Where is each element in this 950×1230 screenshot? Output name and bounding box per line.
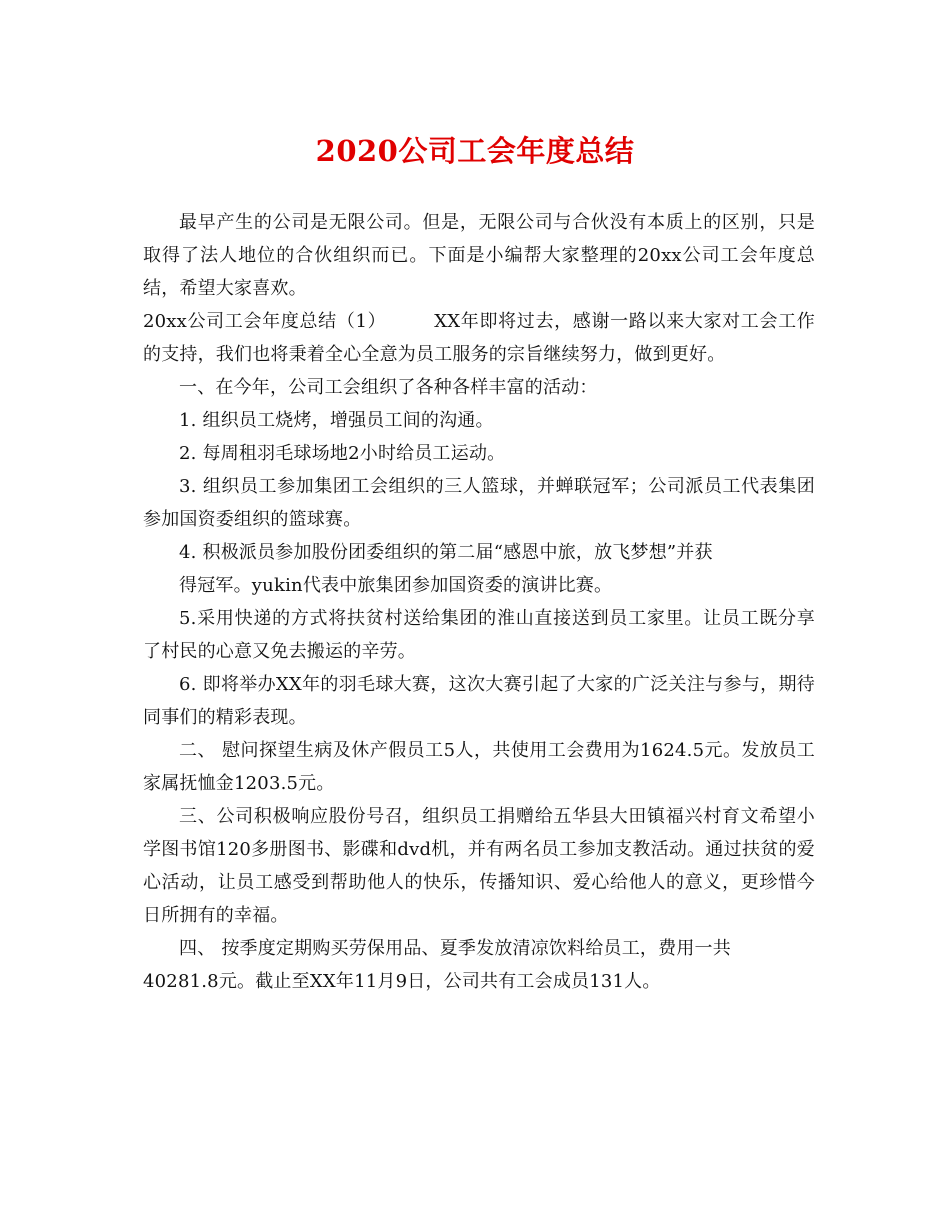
list-item: 6. 即将举办XX年的羽毛球大赛，这次大赛引起了大家的广泛关注与参与，期待同事们的精彩表现。 — [143, 674, 815, 728]
list-item-continuation: 得冠军。yukin代表中旅集团参加国资委的演讲比赛。 — [179, 575, 613, 596]
paragraph-four-continuation: 40281.8元。截止至XX年11月9日，公司共有工会成员131人。 — [143, 971, 661, 992]
list-item: 4. 积极派员参加股份团委组织的第二届“感恩中旅，放飞梦想”并获 — [179, 542, 713, 563]
document-body — [143, 206, 815, 998]
paragraph-three: 三、公司积极响应股份号召，组织员工捐赠给五华县大田镇福兴村育文希望小学图书馆120多册图书、影碟和dvd机，并有两名员工参加支教活动。通过扶贫的爱心活动，让员工感受到帮助他人的快乐，传播知识、爱心给他人的意义，更珍惜今日所拥有的幸福。 — [143, 806, 815, 926]
list-item: 3. 组织员工参加集团工会组织的三人篮球，并蝉联冠军；公司派员工代表集团参加国资委组织的篮球赛。 — [143, 476, 815, 530]
section-heading: 20xx公司工会年度总结（1） — [143, 311, 387, 332]
section-paragraph — [143, 305, 815, 371]
activities-heading: 一、在今年，公司工会组织了各种各样丰富的活动： — [179, 377, 598, 398]
section-intro-text: XX年即将过去，感谢一路以来大家对工会工作的支持，我们也将秉着全心全意为员工服务的宗旨继续努力，做到更好。 — [143, 311, 815, 365]
page-title: 2020公司工会年度总结 — [315, 134, 635, 168]
paragraph-four: 四、 按季度定期购买劳保用品、夏季发放清凉饮料给员工，费用一共 — [179, 938, 731, 959]
list-item: 1. 组织员工烧烤，增强员工间的沟通。 — [179, 410, 494, 431]
paragraph-two: 二、 慰问探望生病及休产假员工5人，共使用工会费用为1624.5元。发放员工家属抚恤金1203.5元。 — [143, 740, 815, 794]
list-item: 2. 每周租羽毛球场地2小时给员工运动。 — [179, 443, 506, 464]
intro-paragraph: 最早产生的公司是无限公司。但是，无限公司与合伙没有本质上的区别，只是取得了法人地位的合伙组织而已。下面是小编帮大家整理的20xx公司工会年度总结，希望大家喜欢。 — [143, 212, 815, 299]
list-item: 5.采用快递的方式将扶贫村送给集团的淮山直接送到员工家里。让员工既分享了村民的心意又免去搬运的辛劳。 — [143, 608, 815, 662]
